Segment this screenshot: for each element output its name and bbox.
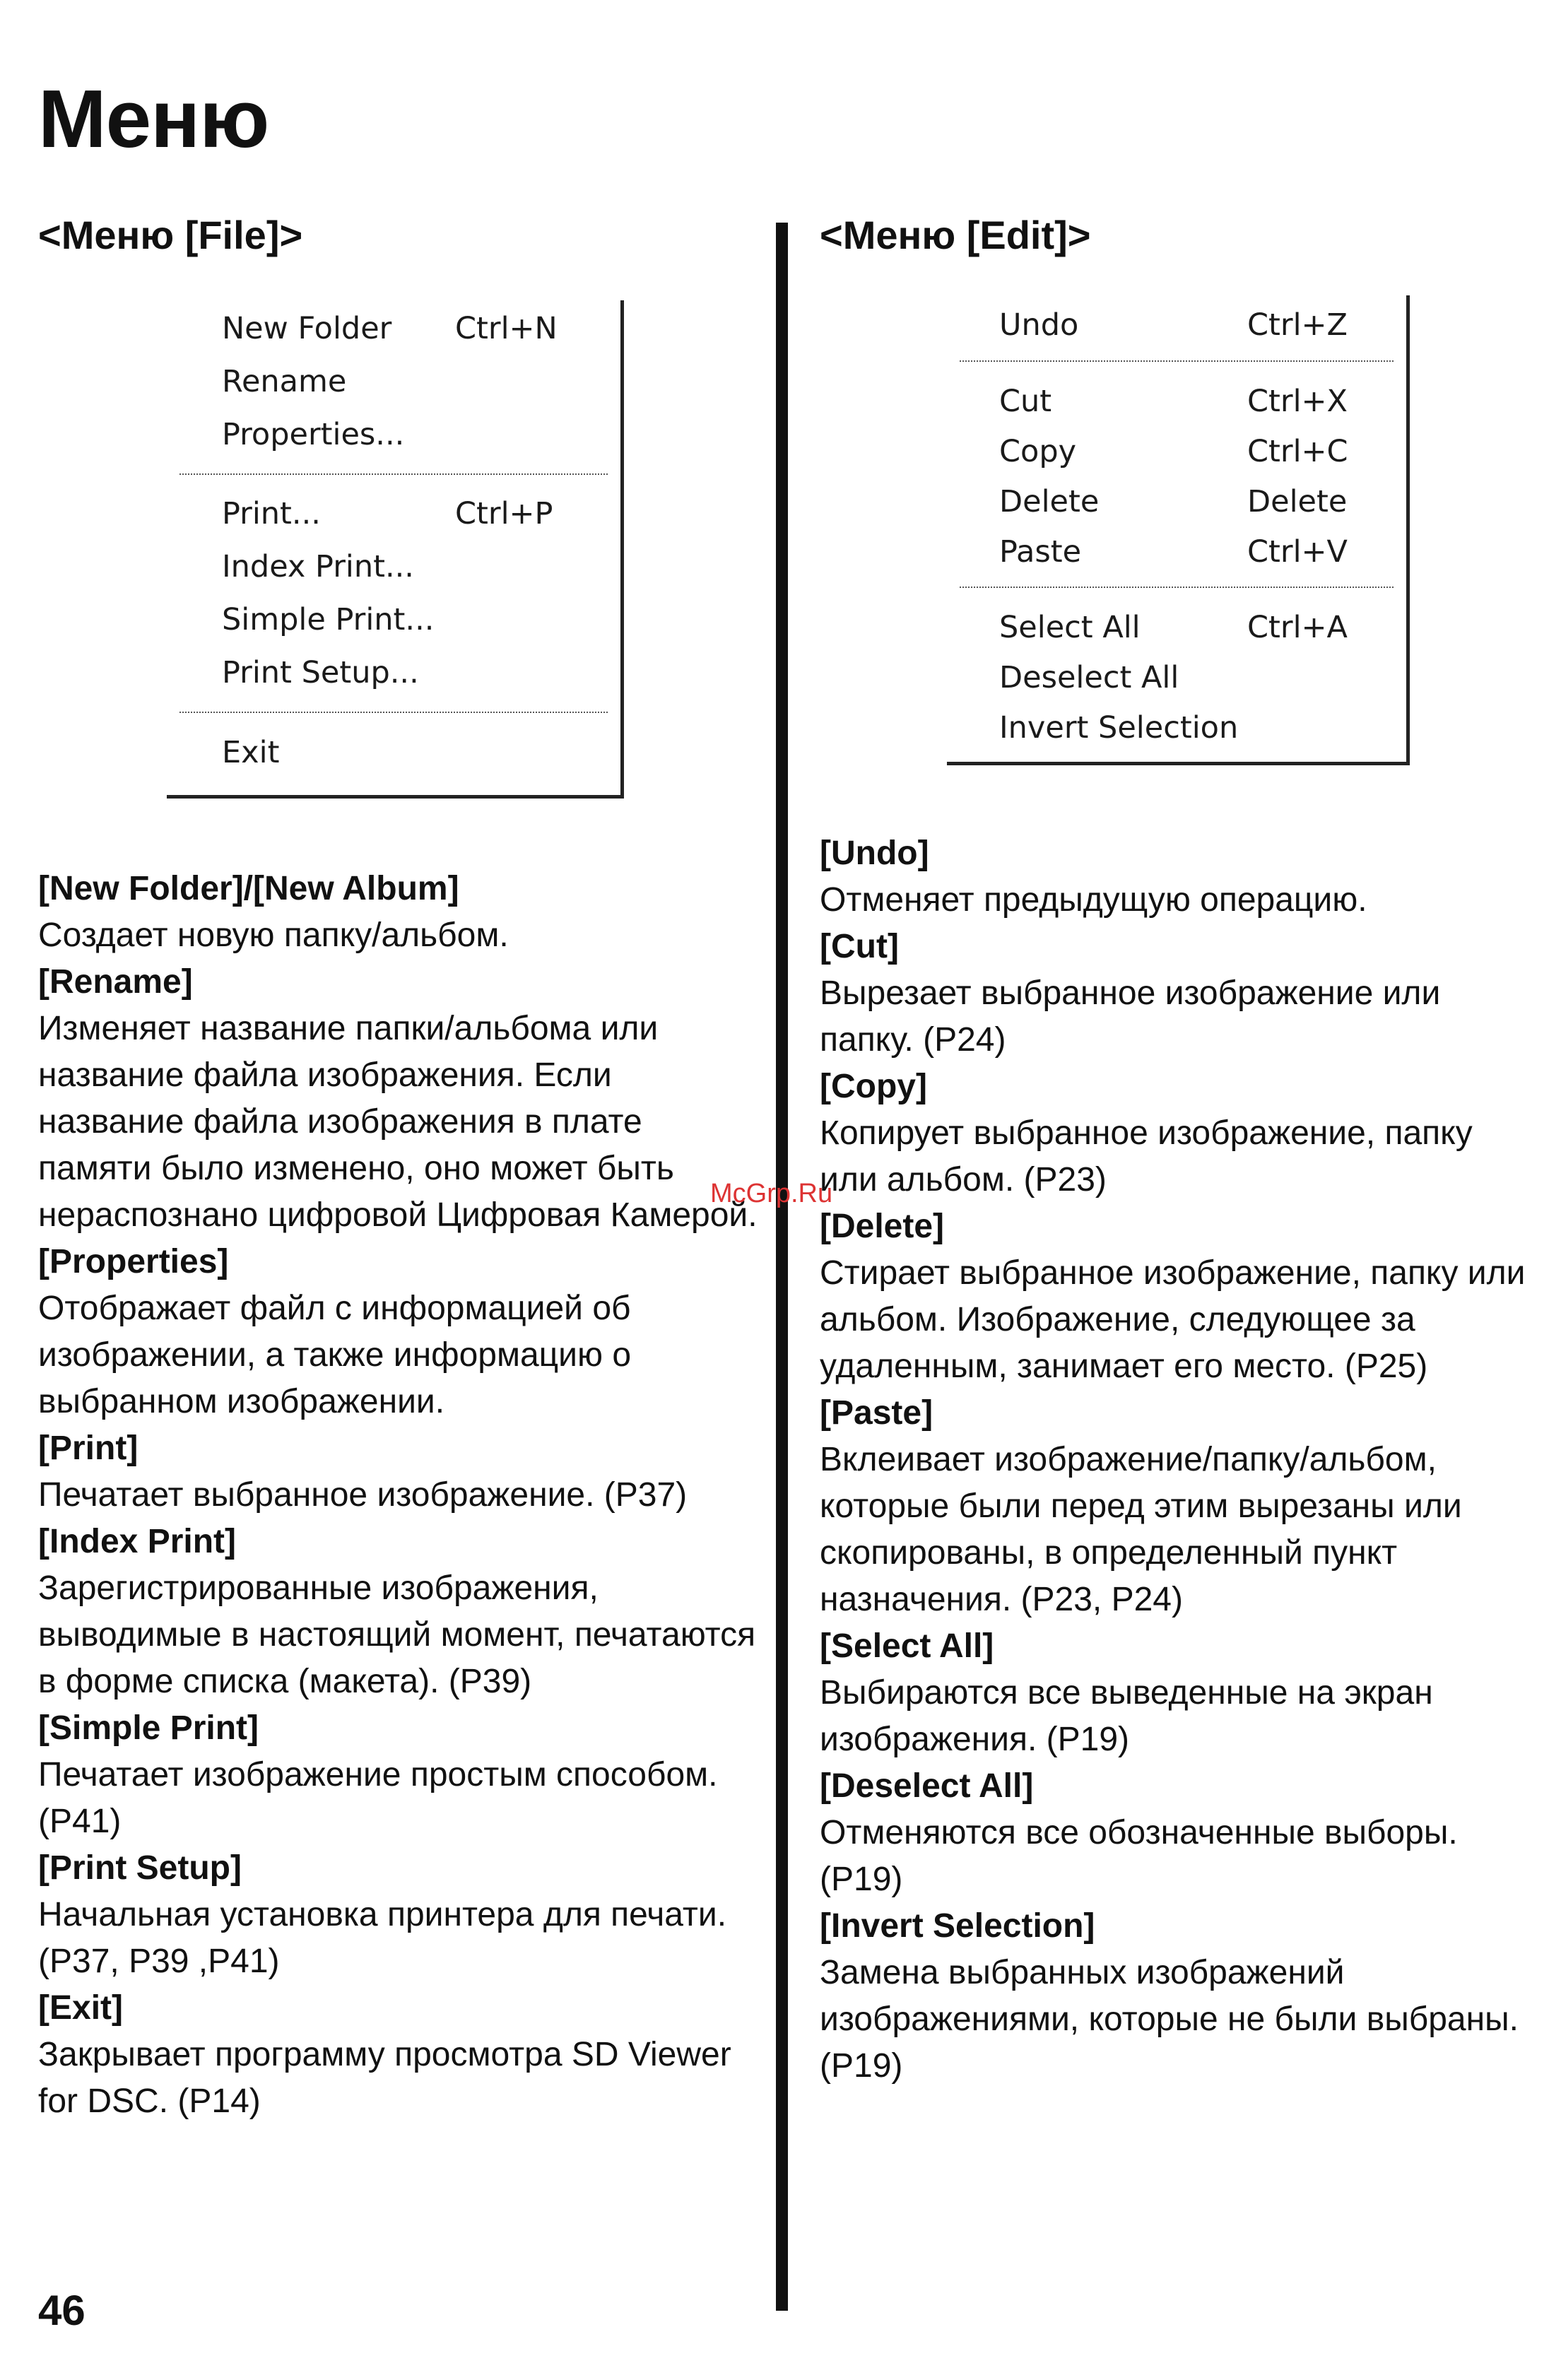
entry-term: [Rename] [38, 963, 193, 1001]
entry-description: Начальная установка принтера для печати. (P37, P39 ,P41) [38, 1896, 727, 1980]
entry-description: Отменяет предыдущую операцию. [820, 881, 1367, 919]
file-menu-item-print [167, 493, 620, 535]
entry-description: Создает новую папку/альбом. [38, 917, 509, 954]
entry-term: [New Folder]/[New Album] [38, 870, 459, 907]
menu-item-label: Select All [999, 610, 1141, 645]
menu-item-label: Copy [999, 434, 1077, 469]
entry-term: [Print Setup] [38, 1849, 242, 1887]
menu-item-shortcut: Ctrl+Z [1247, 307, 1348, 343]
entry-description: Печатает изображение простым способом. (P41) [38, 1756, 718, 1840]
entry-description: Зарегистрированные изображения, выводимые в настоящий момент, печатаются в форме списка (макета). (P39) [38, 1569, 756, 1700]
entry-description: Замена выбранных изображений изображениями, которые не были выбраны. (P19) [820, 1954, 1519, 2085]
edit-menu-screenshot [947, 295, 1410, 765]
column-divider [776, 223, 788, 2311]
edit-menu-item-select-all [947, 606, 1406, 649]
menu-item-shortcut: Ctrl+P [455, 496, 553, 531]
page-number: 46 [38, 2287, 86, 2334]
menu-item-label: Undo [999, 307, 1079, 343]
file-menu-item-new-folder [167, 307, 620, 350]
menu-item-label: Index Print... [222, 549, 414, 584]
entry-description: Отображает файл с информацией об изображении, а также информацию о выбранном изображении. [38, 1290, 632, 1420]
entry-term: [Exit] [38, 1989, 123, 2027]
file-menu-item-properties [167, 413, 620, 456]
entry-term: [Invert Selection] [820, 1907, 1095, 1945]
menu-item-label: Print... [222, 496, 321, 531]
edit-menu-heading: <Меню [Edit]> [820, 213, 1091, 257]
edit-menu-item-copy [947, 430, 1406, 473]
file-menu-item-index-print [167, 546, 620, 588]
entry-description: Копирует выбранное изображение, папку или альбом. (P23) [820, 1114, 1473, 1198]
entry-term: [Delete] [820, 1208, 945, 1245]
menu-item-label: Cut [999, 384, 1052, 419]
menu-item-shortcut: Ctrl+V [1247, 534, 1348, 570]
entry-term: [Properties] [38, 1243, 229, 1280]
entry-description: Печатает выбранное изображение. (P37) [38, 1476, 688, 1514]
file-menu-item-exit [167, 731, 620, 774]
entry-term: [Index Print] [38, 1523, 237, 1560]
menu-item-label: Delete [999, 484, 1100, 519]
menu-item-shortcut: Ctrl+X [1247, 384, 1348, 419]
menu-item-label: Exit [222, 735, 280, 770]
file-menu-heading: <Меню [File]> [38, 213, 303, 257]
menu-item-shortcut: Ctrl+C [1247, 434, 1348, 469]
edit-menu-item-delete [947, 481, 1406, 523]
entry-term: [Undo] [820, 835, 929, 872]
edit-menu-item-deselect-all [947, 656, 1406, 699]
menu-separator [179, 473, 608, 475]
file-menu-descriptions [38, 866, 759, 2125]
entry-term: [Deselect All] [820, 1767, 1034, 1805]
file-menu-item-print-setup [167, 652, 620, 694]
file-menu-item-rename [167, 360, 620, 403]
entry-description: Закрывает программу просмотра SD Viewer for DSC. (P14) [38, 2036, 731, 2120]
menu-item-label: Simple Print... [222, 602, 435, 637]
menu-item-label: Print Setup... [222, 655, 419, 690]
menu-item-label: Invert Selection [999, 710, 1239, 746]
menu-separator [960, 360, 1394, 362]
entry-description: Изменяет название папки/альбома или название файла изображения. Если название файла изображения в плате памяти было изменено, оно может быть нераспознано цифровой Цифровая Камерой. [38, 1010, 758, 1234]
menu-item-label: New Folder [222, 311, 392, 346]
watermark: McGrp.Ru [710, 1179, 833, 1208]
menu-item-label: Deselect All [999, 660, 1179, 695]
menu-item-shortcut: Ctrl+A [1247, 610, 1348, 645]
edit-menu-item-paste [947, 531, 1406, 573]
edit-menu-descriptions [820, 830, 1533, 2090]
edit-menu-item-undo [947, 304, 1406, 346]
entry-term: [Paste] [820, 1394, 933, 1432]
edit-menu-item-cut [947, 380, 1406, 423]
entry-description: Выбираются все выведенные на экран изображения. (P19) [820, 1674, 1433, 1758]
edit-menu-item-invert-selection [947, 707, 1406, 749]
entry-description: Отменяются все обозначенные выборы. (P19) [820, 1814, 1458, 1898]
entry-term: [Copy] [820, 1068, 927, 1105]
page-title: Меню [38, 73, 269, 165]
entry-description: Вклеивает изображение/папку/альбом, которые были перед этим вырезаны или скопированы, в определенный пункт назначения. (P23, P24) [820, 1441, 1462, 1618]
file-menu-item-simple-print [167, 599, 620, 641]
entry-term: [Simple Print] [38, 1709, 259, 1747]
menu-item-label: Paste [999, 534, 1082, 570]
file-menu-screenshot [167, 300, 624, 799]
entry-term: [Print] [38, 1430, 139, 1467]
menu-item-label: Rename [222, 364, 347, 399]
entry-term: [Select All] [820, 1627, 994, 1665]
menu-separator [179, 712, 608, 713]
menu-item-shortcut: Ctrl+N [455, 311, 558, 346]
entry-term: [Cut] [820, 928, 899, 965]
entry-description: Стирает выбранное изображение, папку или альбом. Изображение, следующее за удаленным, занимает его место. (P25) [820, 1254, 1526, 1385]
entry-description: Вырезает выбранное изображение или папку. (P24) [820, 974, 1441, 1059]
menu-item-label: Properties... [222, 417, 405, 452]
menu-item-shortcut: Delete [1247, 484, 1348, 519]
menu-separator [960, 587, 1394, 588]
